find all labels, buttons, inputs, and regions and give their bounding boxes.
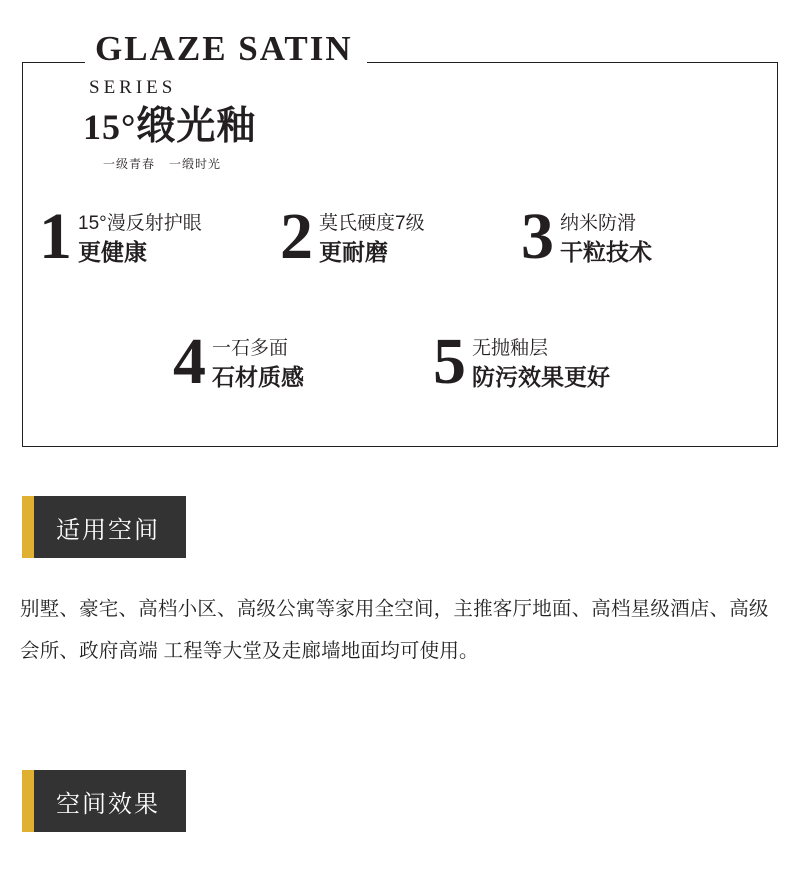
feature-bottom-label: 更健康 (78, 239, 147, 265)
body-paragraph: 别墅、豪宅、高档小区、高级公寓等家用全空间，主推客厅地面、高档星级酒店、高级会所、政府高端 工程等大堂及走廊墙地面均可使用。 (20, 598, 769, 662)
feature-item (39, 200, 280, 273)
hero-title-container (85, 30, 367, 68)
section-header-space-effect (22, 770, 186, 832)
feature-number: 4 (173, 325, 206, 398)
section-title: 空间效果 (56, 790, 160, 818)
feature-top-label: 一石多面 (212, 338, 289, 359)
feature-top-label: 纳米防滑 (560, 213, 637, 234)
hero-chinese-title-container (83, 103, 256, 151)
feature-text (472, 331, 610, 392)
hero-slogan-left: 一级青春 (103, 157, 156, 171)
feature-bottom-label: 干粒技术 (560, 239, 652, 265)
feature-bottom-label: 石材质感 (212, 364, 304, 390)
feature-item (433, 325, 693, 398)
feature-text (319, 206, 425, 267)
feature-top-label: 无抛釉层 (472, 338, 549, 359)
feature-text (212, 331, 304, 392)
feature-text (560, 206, 652, 267)
feature-number: 1 (39, 200, 72, 273)
feature-number: 2 (280, 200, 313, 273)
feature-row-secondary (173, 325, 693, 398)
page-title: GLAZE SATIN (95, 29, 353, 68)
section-header-applicable-space (22, 496, 186, 558)
feature-text (78, 206, 202, 267)
feature-bottom-label: 防污效果更好 (472, 364, 610, 390)
hero-slogan (103, 155, 235, 172)
feature-bottom-label: 更耐磨 (319, 239, 388, 265)
hero-frame (22, 29, 778, 447)
accent-bar (22, 770, 34, 832)
feature-item (280, 200, 521, 273)
hero-degree-value: 15° (83, 107, 137, 147)
hero-chinese-title-text: 缎光釉 (136, 105, 257, 148)
feature-top-label: 莫氏硬度7级 (319, 213, 425, 234)
feature-item (173, 325, 433, 398)
feature-item (521, 200, 762, 273)
hero-subtitle: SERIES (89, 77, 177, 98)
section-header-box (34, 770, 186, 832)
section-header-box (34, 496, 186, 558)
feature-row-primary (39, 200, 763, 273)
feature-number: 5 (433, 325, 466, 398)
feature-top-label: 15°漫反射护眼 (78, 213, 202, 234)
hero-chinese-title (83, 103, 256, 151)
feature-number: 3 (521, 200, 554, 273)
section-title: 适用空间 (56, 516, 160, 544)
hero-slogan-right: 一缎时光 (169, 157, 222, 171)
accent-bar (22, 496, 34, 558)
hero-subtitle-container (89, 77, 186, 99)
